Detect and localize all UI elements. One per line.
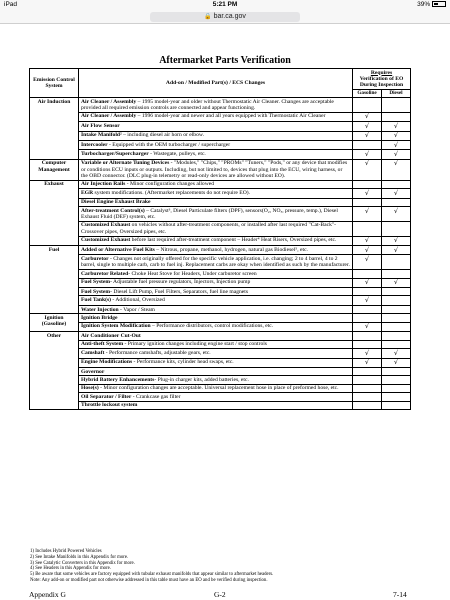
browser-address-bar [0, 10, 450, 24]
header-requires-verification [353, 69, 411, 90]
table-row [30, 159, 411, 180]
part-description-cell [79, 376, 353, 384]
footer-page: G-2 [214, 590, 226, 599]
table-row [30, 322, 411, 331]
diesel-check-cell [382, 255, 411, 270]
table-row [30, 122, 411, 131]
gasoline-check-cell: √ [353, 349, 382, 358]
part-description-cell [79, 393, 353, 401]
page-title: Aftermarket Parts Verification [159, 55, 291, 66]
part-detail: - Diesel Lift Pump, Fuel Filters, Separators, fuel line magnets [110, 288, 249, 295]
gasoline-check-cell: √ [353, 159, 382, 180]
table-row [30, 393, 411, 401]
diesel-check-cell [382, 376, 411, 384]
diesel-check-cell [382, 322, 411, 331]
part-detail: - Additional, Oversized [111, 297, 165, 304]
part-description-cell [79, 322, 353, 331]
table-row [30, 198, 411, 206]
part-name: Carburetor [81, 256, 109, 263]
part-detail: - Minor configuration changes allowed [125, 181, 215, 188]
gasoline-check-cell: √ [353, 255, 382, 270]
gasoline-check-cell: √ [353, 112, 382, 121]
diesel-check-cell [382, 112, 411, 121]
part-name: Fuel Tank(s) [81, 297, 112, 304]
table-row [30, 207, 411, 222]
table-row [30, 255, 411, 270]
part-description-cell [79, 221, 353, 236]
part-name: Air Cleaner / Assembly [81, 113, 137, 120]
part-description-cell [79, 288, 353, 296]
gasoline-check-cell [353, 270, 382, 278]
document-page[interactable] [0, 25, 450, 600]
status-bar [0, 0, 450, 10]
part-detail: on vehicles without after-treatment components, or installed after last required "Cat-Back"- Crossover pipes, Oversized pipes, etc. [81, 222, 337, 235]
part-detail: - Choke Heat Stove for Headers, Under carburetor screen [128, 270, 257, 277]
part-name: Anti-theft System [81, 341, 124, 348]
part-description-cell [79, 180, 353, 188]
system-cell: Fuel [30, 245, 79, 313]
diesel-check-cell: √ [382, 236, 411, 245]
part-description-cell [79, 340, 353, 348]
part-detail: - Wastegate, pulleys, etc. [148, 151, 206, 158]
diesel-check-cell: √ [382, 278, 411, 287]
part-detail: – Performance distributors, control modifications, etc. [150, 323, 274, 330]
gasoline-check-cell [353, 393, 382, 401]
gasoline-check-cell [353, 314, 382, 322]
part-name: Oil Separator / Filter [81, 393, 132, 400]
part-name: EGR [81, 189, 94, 196]
part-detail: - Performance kits, cylinder head swaps, etc. [132, 359, 234, 366]
table-row [30, 97, 411, 112]
part-detail: - Vapor / Steam [118, 306, 155, 313]
part-description-cell [79, 401, 353, 409]
diesel-check-cell [382, 221, 411, 236]
header-verification: Verification of EO During Inspection [359, 75, 404, 89]
part-detail: – Nitrous, propane, methanol, hydrogen, natural gas Biodiesel⁵, etc. [154, 246, 308, 253]
gasoline-check-cell: √ [353, 296, 382, 305]
part-description-cell [79, 278, 353, 287]
header-emission-system: Emission Control System [30, 69, 79, 98]
table-row [30, 314, 411, 322]
diesel-check-cell: √ [382, 131, 411, 140]
part-detail: - "Modules," "Chips," "PROMs" "Tuners," "Pods," or any device that modifies or conditions ECU inputs or outputs. Including, but not limited to, devices that plug into the ECU, wiring harness, or the OBD connector. (DLC plug-in telemetry or read-only devices are allowed without EO). [81, 160, 348, 179]
battery-icon [432, 1, 446, 7]
gasoline-check-cell: √ [353, 122, 382, 131]
diesel-check-cell [382, 401, 411, 409]
diesel-check-cell: √ [382, 245, 411, 254]
header-requires: Requires [370, 69, 393, 76]
diesel-check-cell [382, 368, 411, 376]
part-name: Camshaft [81, 349, 105, 356]
diesel-check-cell [382, 384, 411, 392]
part-detail: system modifications. (Aftermarket replacements do not require EO). [93, 189, 251, 196]
gasoline-check-cell [353, 198, 382, 206]
part-detail: - Performance camshafts, adjustable gears, etc. [104, 349, 211, 356]
table-row [30, 131, 411, 140]
diesel-check-cell [382, 340, 411, 348]
part-detail: - Adjustable fuel pressure regulators, Injectors, Injection pump [110, 279, 251, 286]
part-description-cell [79, 97, 353, 112]
part-description-cell [79, 207, 353, 222]
part-detail: - Plug-in charger kits, added batteries, etc. [154, 377, 249, 384]
part-name: Throttle lockout system [81, 402, 138, 409]
part-name: Carburetor Related [81, 270, 129, 277]
gasoline-check-cell: √ [353, 207, 382, 222]
part-detail: – Catalyst³, Diesel Particulate filters (DPF), sensors(O₂, NOₓ, pressure, temp.), Diesel Exhaust Fluid (DEF) system, etc. [81, 207, 338, 220]
footnote: 5) Be aware that some vehicles are factory equipped with tubular exhaust manifolds that appear similar to aftermarket headers. [30, 572, 274, 577]
table-row [30, 349, 411, 358]
table-row [30, 384, 411, 392]
table-row [30, 221, 411, 236]
part-name: Ignition Bridge [81, 314, 118, 321]
gasoline-check-cell: √ [353, 236, 382, 245]
part-name: Air Flow Sensor [81, 122, 120, 129]
part-name: Intercooler [81, 141, 108, 148]
footer-date: 7-14 [393, 590, 407, 599]
footnote: Note: Any add-on or modified part not otherwise addressed in this table must have an EO and be verified during inspection. [30, 577, 268, 583]
diesel-check-cell: √ [382, 140, 411, 149]
diesel-check-cell [382, 270, 411, 278]
part-description-cell [79, 255, 353, 270]
diesel-check-cell [382, 296, 411, 305]
device-label: iPad [4, 1, 18, 8]
part-description-cell [79, 122, 353, 131]
diesel-check-cell [382, 198, 411, 206]
battery-percent: 39% [417, 1, 431, 8]
part-name: Engine Modifications [81, 359, 133, 366]
clock: 5:21 PM [212, 1, 238, 8]
gasoline-check-cell [353, 305, 382, 313]
diesel-check-cell [382, 332, 411, 340]
gasoline-check-cell [353, 332, 382, 340]
part-name: Customized Exhaust [81, 222, 131, 229]
lock-icon: 🔒 [204, 14, 212, 20]
table-row [30, 296, 411, 305]
part-description-cell [79, 349, 353, 358]
diesel-check-cell: √ [382, 159, 411, 180]
footnote: 4) See Headers in this Appendix for more. [30, 566, 111, 572]
part-name: Diesel Engine Exhaust Brake [81, 199, 151, 206]
gasoline-check-cell [353, 376, 382, 384]
part-description-cell [79, 332, 353, 340]
part-name: After-treatment Control(s) [81, 207, 145, 214]
battery-indicator [417, 1, 446, 8]
part-detail: - Crankcase gas filter [131, 393, 181, 400]
diesel-check-cell: √ [382, 207, 411, 222]
system-cell: Air Induction [30, 97, 79, 159]
url-field[interactable] [150, 12, 300, 22]
footnote: 3) See Catalytic Converters in this Appendix for more. [30, 560, 135, 566]
part-detail: – including diesel air horn or elbow. [121, 132, 204, 139]
gasoline-check-cell: √ [353, 278, 382, 287]
part-detail: – 1996 model-year and newer and all years equipped with Thermostatic Air Cleaner [136, 113, 326, 120]
table-row [30, 189, 411, 198]
part-description-cell [79, 368, 353, 376]
gasoline-check-cell: √ [353, 131, 382, 140]
diesel-check-cell [382, 97, 411, 112]
footnote: 2) See Intake Manifolds in this Appendix for more. [30, 554, 129, 560]
table-row [30, 340, 411, 348]
part-name: Intake Manifold² [81, 132, 122, 139]
part-description-cell [79, 159, 353, 180]
table-row [30, 358, 411, 367]
part-name: Customized Exhaust [81, 237, 131, 244]
part-description-cell [79, 305, 353, 313]
gasoline-check-cell [353, 340, 382, 348]
verification-table [29, 68, 411, 410]
gasoline-check-cell [353, 140, 382, 149]
diesel-check-cell: √ [382, 189, 411, 198]
part-name: Air Injection Rails [81, 181, 126, 188]
part-name: Fuel System [81, 288, 111, 295]
part-name: Ignition System Modification [81, 323, 151, 330]
diesel-check-cell [382, 314, 411, 322]
table-row [30, 401, 411, 409]
table-row [30, 332, 411, 340]
part-name: Fuel System [81, 279, 111, 286]
part-name: Hose(s) [81, 385, 99, 392]
footnote: 1) Includes Hybrid Powered Vehicles [30, 549, 102, 554]
table-row [30, 112, 411, 121]
url-text: bar.ca.gov [213, 13, 246, 20]
part-description-cell [79, 358, 353, 367]
part-description-cell [79, 189, 353, 198]
diesel-check-cell: √ [382, 349, 411, 358]
gasoline-check-cell [353, 221, 382, 236]
part-description-cell [79, 236, 353, 245]
part-detail: - Changes not originally offered for the specific vehicle application, i.e. changing; 2 to 4 barrel, 4 to 2 barrel, single to multiple carb, carb to fuel inj. Replacement carbs are okay when identified as such by the manufacturer. [81, 256, 350, 269]
table-row [30, 150, 411, 159]
system-cell: Exhaust [30, 180, 79, 245]
system-cell: Ignition (Gasoline) [30, 314, 79, 332]
gasoline-check-cell: √ [353, 150, 382, 159]
table-row [30, 278, 411, 287]
diesel-check-cell [382, 180, 411, 188]
part-name: Hybrid Battery Enhancements [81, 377, 155, 384]
table-row [30, 270, 411, 278]
part-detail: before last required after-treatment component – Header⁴ Heat Risers, Oversized pipes, etc. [130, 237, 337, 244]
gasoline-check-cell [353, 180, 382, 188]
part-name: Variable or Alternate Tuning Devices [81, 160, 170, 167]
diesel-check-cell [382, 393, 411, 401]
footer-appendix: Appendix G [29, 590, 66, 599]
gasoline-check-cell [353, 368, 382, 376]
part-description-cell [79, 112, 353, 121]
part-name: Turbocharger/Supercharger [81, 151, 149, 158]
header-gasoline: Gasoline [353, 89, 382, 97]
gasoline-check-cell: √ [353, 189, 382, 198]
part-description-cell [79, 270, 353, 278]
table-row [30, 376, 411, 384]
system-cell: Computer Management [30, 159, 79, 180]
part-name: Air Conditioner Cut-Out [81, 332, 141, 339]
header-diesel: Diesel [382, 89, 411, 97]
part-name: Air Cleaner / Assembly [81, 98, 137, 105]
gasoline-check-cell: √ [353, 322, 382, 331]
gasoline-check-cell [353, 288, 382, 296]
table-row [30, 368, 411, 376]
gasoline-check-cell: √ [353, 358, 382, 367]
table-row [30, 140, 411, 149]
part-name: Added or Alternative Fuel Kits [81, 246, 155, 253]
header-addon: Add-on / Modified Part(s) / ECS Changes [79, 69, 353, 98]
part-detail: – 1995 model-year and older without Thermostatic Air Cleaner. Changes are acceptable provided all required emission controls are connected and appear functioning. [81, 98, 334, 111]
footnotes [30, 549, 420, 584]
part-description-cell [79, 314, 353, 322]
part-description-cell [79, 131, 353, 140]
diesel-check-cell: √ [382, 358, 411, 367]
part-detail: - Equipped with the OEM turbocharger / supercharger [107, 141, 231, 148]
gasoline-check-cell [353, 384, 382, 392]
diesel-check-cell: √ [382, 122, 411, 131]
table-row [30, 305, 411, 313]
part-detail: - Minor configuration changes are acceptable. Universal replacement hose in place of preformed hose, etc. [98, 385, 339, 392]
table-row [30, 245, 411, 254]
part-description-cell [79, 140, 353, 149]
gasoline-check-cell [353, 401, 382, 409]
part-description-cell [79, 296, 353, 305]
system-cell: Other [30, 332, 79, 410]
table-row [30, 288, 411, 296]
table-body [30, 97, 411, 409]
diesel-check-cell [382, 288, 411, 296]
table-row [30, 236, 411, 245]
table-row [30, 180, 411, 188]
part-description-cell [79, 150, 353, 159]
part-detail: - Primary ignition changes including engine start / stop controls [123, 341, 267, 348]
part-description-cell [79, 245, 353, 254]
part-name: Water Injection [81, 306, 119, 313]
part-description-cell [79, 384, 353, 392]
diesel-check-cell [382, 305, 411, 313]
diesel-check-cell: √ [382, 150, 411, 159]
gasoline-check-cell: √ [353, 245, 382, 254]
part-name: Governor [81, 368, 105, 375]
part-description-cell [79, 198, 353, 206]
gasoline-check-cell [353, 97, 382, 112]
